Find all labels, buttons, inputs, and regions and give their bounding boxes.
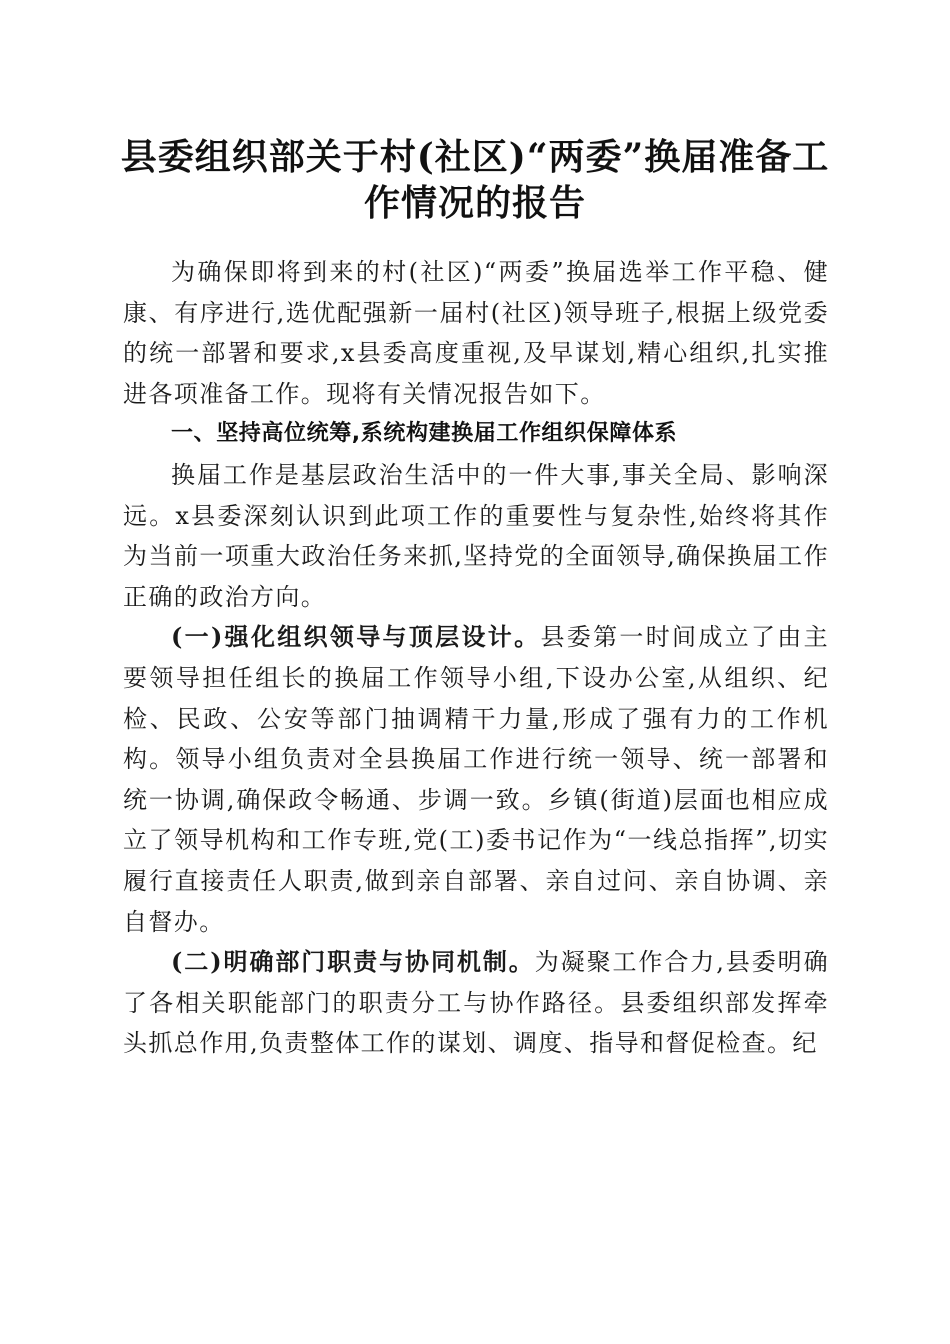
document-title: 县委组织部关于村(社区)“两委”换届准备工作情况的报告 xyxy=(120,136,830,224)
section-paragraph: 换届工作是基层政治生活中的一件大事,事关全局、影响深远。x县委深刻认识到此项工作的重要性与复杂性,始终将其作为当前一项重大政治任务来抓,坚持党的全面领导,确保换届工作正确的政治方向。 xyxy=(123,460,829,611)
item-paragraph-2 xyxy=(123,942,829,1064)
item-lead-2: (二)明确部门职责与协同机制。 xyxy=(171,947,535,977)
item-text-1: 县委第一时间成立了由主要领导担任组长的换届工作领导小组,下设办公室,从组织、纪检、民政、公安等部门抽调精干力量,形成了强有力的工作机构。领导小组负责对全县换届工作进行统一领导、统一部署和统一协调,确保政令畅通、步调一致。乡镇(街道)层面也相应成立了领导机构和工作专班,党(工)委书记作为“一线总指挥”,切实履行直接责任人职责,做到亲自部署、亲自过问、亲自协调、亲自督办。 xyxy=(123,623,829,936)
intro-paragraph: 为确保即将到来的村(社区)“两委”换届选举工作平稳、健康、有序进行,选优配强新一届村(社区)领导班子,根据上级党委的统一部署和要求,x县委高度重视,及早谋划,精心组织,扎实推进各项准备工作。现将有关情况报告如下。 xyxy=(123,258,829,408)
item-paragraph-1 xyxy=(123,617,829,942)
item-lead-1: (一)强化组织领导与顶层设计。 xyxy=(171,622,541,652)
section-heading: 一、坚持高位统筹,系统构建换届工作组织保障体系 xyxy=(171,421,678,447)
item-text-2: 为凝聚工作合力,县委明确了各相关职能部门的职责分工与协作路径。县委组织部发挥牵头抓总作用,负责整体工作的谋划、调度、指导和督促检查。纪 xyxy=(123,948,829,1058)
document-body xyxy=(123,252,829,1064)
